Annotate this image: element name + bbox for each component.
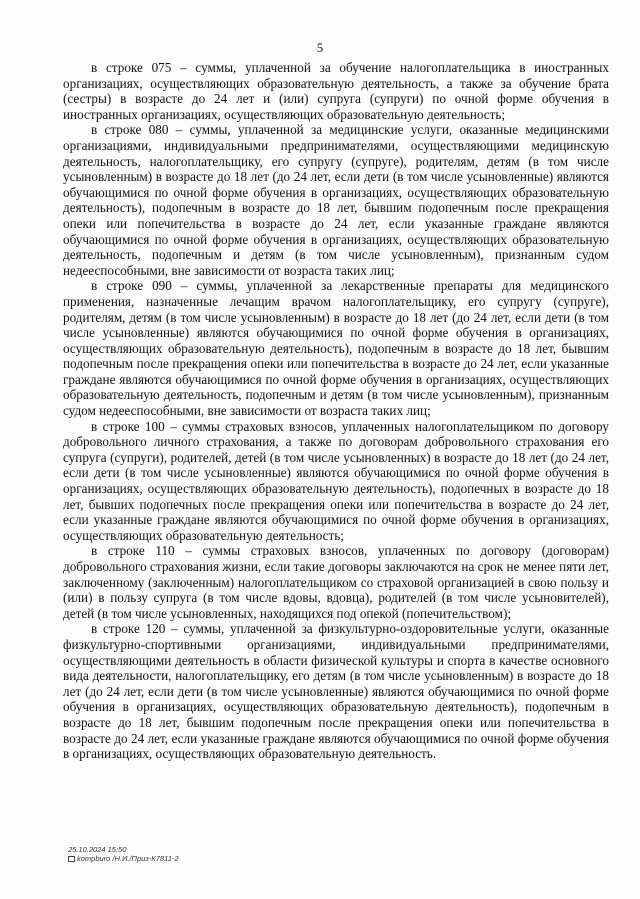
footer-timestamp: 25.10.2024 15:50	[68, 845, 127, 854]
paragraph-line-080: в строке 080 – суммы, уплаченной за медицинские услуги, оказанные медицинскими организациями, индивидуальными предпринимателями, осуществляющими медицинскую деятельность, налогоплательщику, его супругу (супруге), родителям, детям (в том числе усыновленным) в возрасте до 18 лет (до 24 лет, если дети (в том числе усыновленные) являются обучающимися по очной форме обучения в организациях, осуществляющих образовательную деятельность), подопечным в возрасте до 18 лет, бывшим подопечным после прекращения опеки или попечительства в возрасте до 24 лет, если указанные граждане являются обучающимися по очной форме обучения в организациях, осуществляющих образовательную деятельность, подопечным и детям (в том числе усыновленным), признанным судом недееспособными, вне зависимости от возраста таких лиц;	[63, 122, 609, 278]
footer-file-ref: kompburo /Н.И./Приз-К7811-2	[77, 854, 179, 863]
paragraph-line-120: в строке 120 – суммы, уплаченной за физкультурно-оздоровительные услуги, оказанные физкультурно-спортивными организациями, индивидуальными предпринимателями, осуществляющими деятельность в области физической культуры и спорта в качестве основного вида деятельности, налогоплательщику, его детям (в том числе усыновленным) в возрасте до 18 лет (до 24 лет, если дети (в том числе усыновленные) являются обучающимися по очной форме обучения в организациях, осуществляющих образовательную деятельность), подопечным в возрасте до 18 лет, бывшим подопечным после прекращения опеки или попечительства в возрасте до 24 лет, если указанные граждане являются обучающимися по очной форме обучения в организациях, осуществляющих образовательную деятельность.	[63, 621, 609, 762]
paragraph-line-100: в строке 100 – суммы страховых взносов, уплаченных налогоплательщиком по договору добровольного личного страхования, а также по договорам добровольного страхования его супруга (супруги), родителей, детей (в том числе усыновленных) в возрасте до 18 лет (до 24 лет, если дети (в том числе усыновленные) являются обучающимися по очной форме обучения в организациях, осуществляющих образовательную деятельность), подопечных в возрасте до 18 лет, бывших подопечных после прекращения опеки или попечительства в возрасте до 24 лет, если указанные граждане являются обучающимися по очной форме обучения в организациях, осуществляющих образовательную деятельность;	[63, 418, 609, 543]
footer-file-line	[68, 854, 179, 863]
paragraph-line-110: в строке 110 – суммы страховых взносов, уплаченных по договору (договорам) добровольного страхования жизни, если такие договоры заключаются на срок не менее пяти лет, заключенному (заключенным) налогоплательщиком со страховой организацией в свою пользу и (или) в пользу супруга (в том числе вдовы, вдовца), родителей (в том числе усыновителей), детей (в том числе усыновленных, находящихся под опекой (попечительством);	[63, 543, 609, 621]
print-footer	[68, 845, 179, 863]
document-body	[63, 60, 609, 762]
paragraph-line-090: в строке 090 – суммы, уплаченной за лекарственные препараты для медицинского применения, назначенные лечащим врачом налогоплательщику, его супругу (супруге), родителям, детям (в том числе усыновленным) в возрасте до 18 лет (до 24 лет, если дети (в том числе усыновленные) являются обучающимися по очной форме обучения в организациях, осуществляющих образовательную деятельность), подопечным в возрасте до 18 лет, бывшим подопечным после прекращения опеки или попечительства в возрасте до 24 лет, если указанные граждане являются обучающимися по очной форме обучения в организациях, осуществляющих образовательную деятельность, подопечным и детям (в том числе усыновленным), признанным судом недееспособными, вне зависимости от возраста таких лиц;	[63, 278, 609, 419]
paragraph-line-075: в строке 075 – суммы, уплаченной за обучение налогоплательщика в иностранных организациях, осуществляющих образовательную деятельность, а также за обучение брата (сестры) в возрасте до 24 лет и (или) супруга (супруги) по очной форме обучения в иностранных организациях, осуществляющих образовательную деятельность;	[63, 60, 609, 122]
page-number: 5	[316, 40, 324, 55]
printer-icon	[68, 856, 75, 862]
